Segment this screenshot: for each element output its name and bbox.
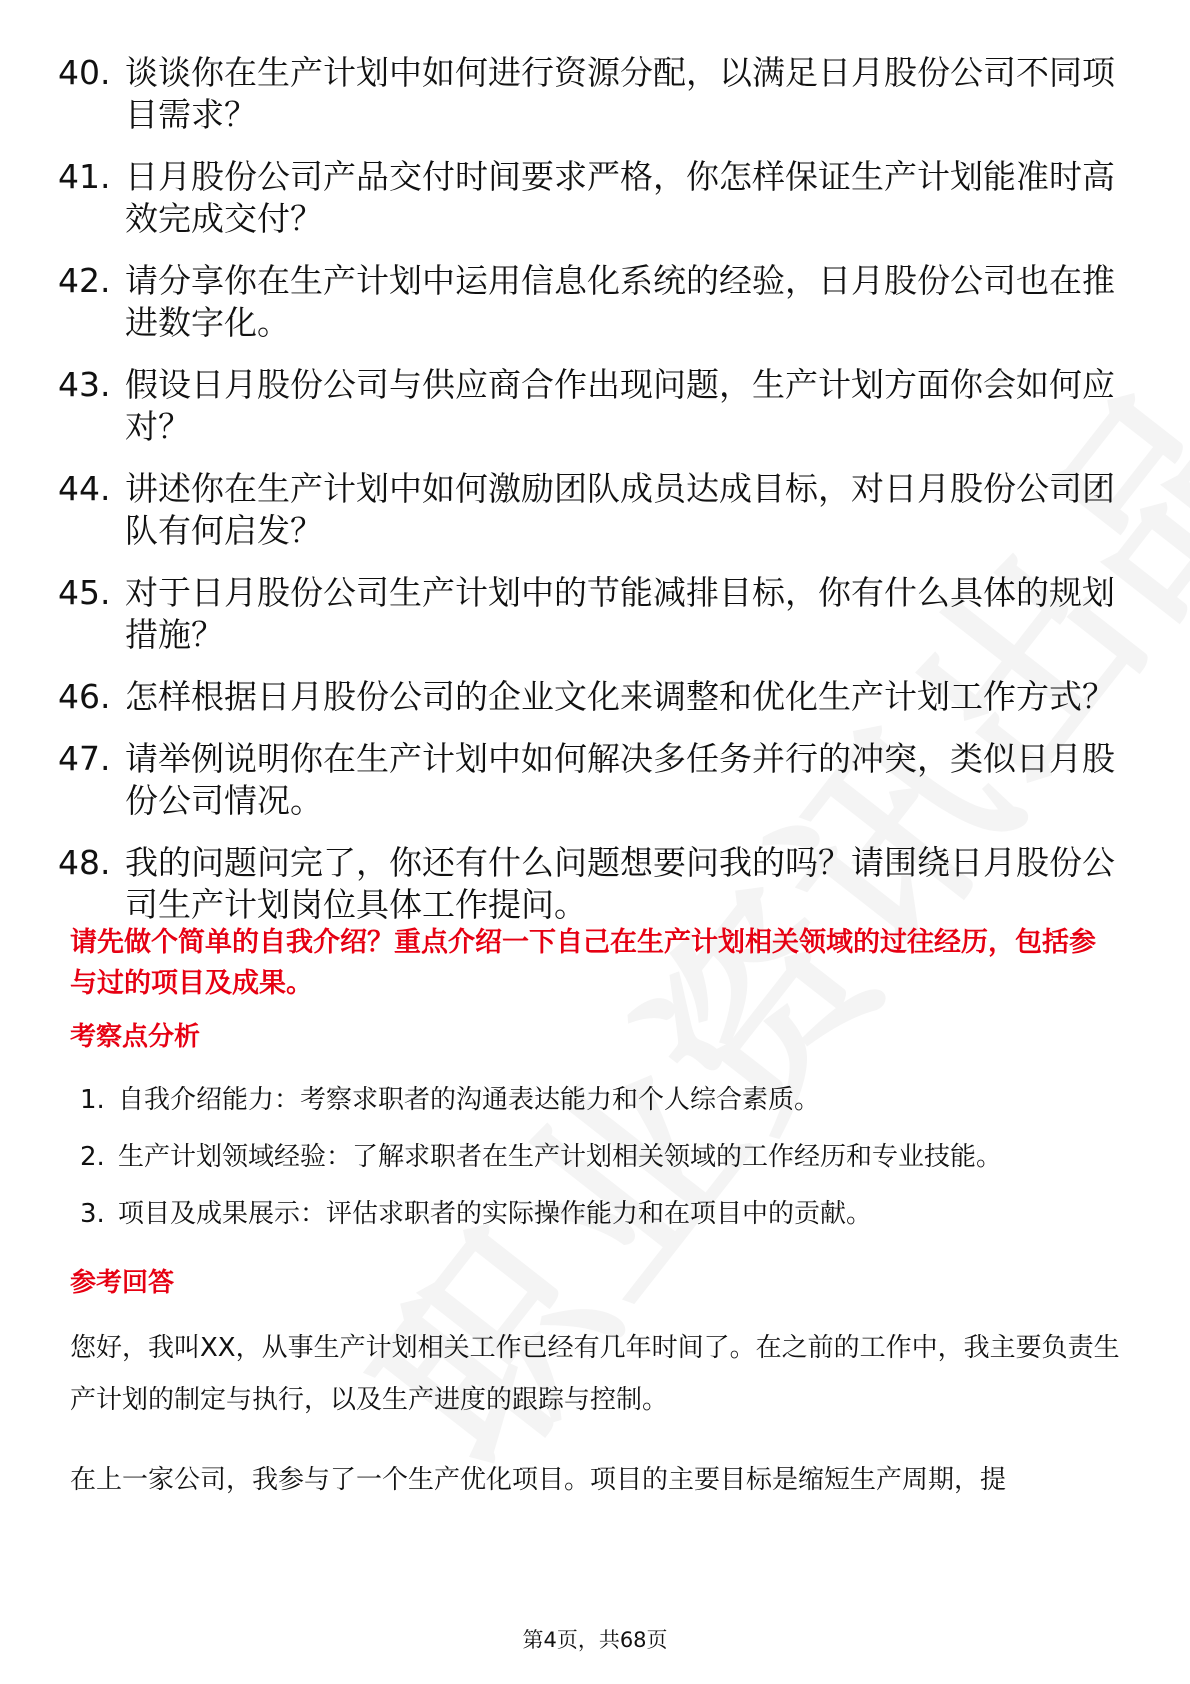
list-item: [58, 52, 1118, 136]
item-text: 我的问题问完了，你还有什么问题想要问我的吗？请围绕日月股份公司生产计划岗位具体工作提问。: [125, 843, 1115, 924]
highlight-question: 请先做个简单的自我介绍？重点介绍一下自己在生产计划相关领域的过往经历，包括参与过的项目及成果。: [70, 927, 1096, 999]
answer-paragraph: 在上一家公司，我参与了一个生产优化项目。项目的主要目标是缩短生产周期，提: [70, 1465, 1007, 1495]
list-item: [58, 260, 1118, 344]
item-number: 1.: [80, 1085, 105, 1115]
list-item: [80, 1082, 1120, 1118]
item-text: 对于日月股份公司生产计划中的节能减排目标，你有什么具体的规划措施？: [125, 573, 1115, 654]
item-text: 生产计划领域经验：了解求职者在生产计划相关领域的工作经历和专业技能。: [118, 1142, 1003, 1172]
item-text: 项目及成果展示：评估求职者的实际操作能力和在项目中的贡献。: [118, 1199, 873, 1229]
item-text: 日月股份公司产品交付时间要求严格，你怎样保证生产计划能准时高效完成交付？: [125, 157, 1115, 238]
list-item: [58, 468, 1118, 552]
answer-heading: 参考回答: [70, 1268, 175, 1298]
answer-paragraph: 您好，我叫XX，从事生产计划相关工作已经有几年时间了。在之前的工作中，我主要负责生产计划的制定与执行，以及生产进度的跟踪与控制。: [70, 1333, 1120, 1415]
list-item: [58, 156, 1118, 240]
list-item: [58, 676, 1118, 718]
list-item: [58, 364, 1118, 448]
item-text: 假设日月股份公司与供应商合作出现问题，生产计划方面你会如何应对？: [125, 365, 1115, 446]
item-number: 40.: [58, 53, 111, 92]
item-number: 44.: [58, 469, 111, 508]
item-text: 讲述你在生产计划中如何激励团队成员达成目标，对日月股份公司团队有何启发？: [125, 469, 1115, 550]
item-text: 请举例说明你在生产计划中如何解决多任务并行的冲突，类似日月股份公司情况。: [125, 739, 1115, 820]
item-text: 谈谈你在生产计划中如何进行资源分配，以满足日月股份公司不同项目需求？: [125, 53, 1115, 134]
item-number: 41.: [58, 157, 111, 196]
item-number: 43.: [58, 365, 111, 404]
item-number: 47.: [58, 739, 111, 778]
list-item: [58, 572, 1118, 656]
item-number: 2.: [80, 1142, 105, 1172]
question-list: [58, 52, 1118, 946]
page-footer: 第4页，共68页: [522, 1628, 668, 1652]
item-number: 45.: [58, 573, 111, 612]
item-text: 请分享你在生产计划中运用信息化系统的经验，日月股份公司也在推进数字化。: [125, 261, 1115, 342]
list-item: [58, 842, 1118, 926]
item-text: 怎样根据日月股份公司的企业文化来调整和优化生产计划工作方式？: [125, 677, 1115, 716]
item-number: 42.: [58, 261, 111, 300]
list-item: [80, 1139, 1120, 1175]
analysis-heading: 考察点分析: [70, 1022, 201, 1052]
list-item: [80, 1196, 1120, 1232]
analysis-list: [80, 1082, 1120, 1253]
item-number: 46.: [58, 677, 111, 716]
item-number: 3.: [80, 1199, 105, 1229]
list-item: [58, 738, 1118, 822]
item-number: 48.: [58, 843, 111, 882]
item-text: 自我介绍能力：考察求职者的沟通表达能力和个人综合素质。: [118, 1085, 821, 1115]
